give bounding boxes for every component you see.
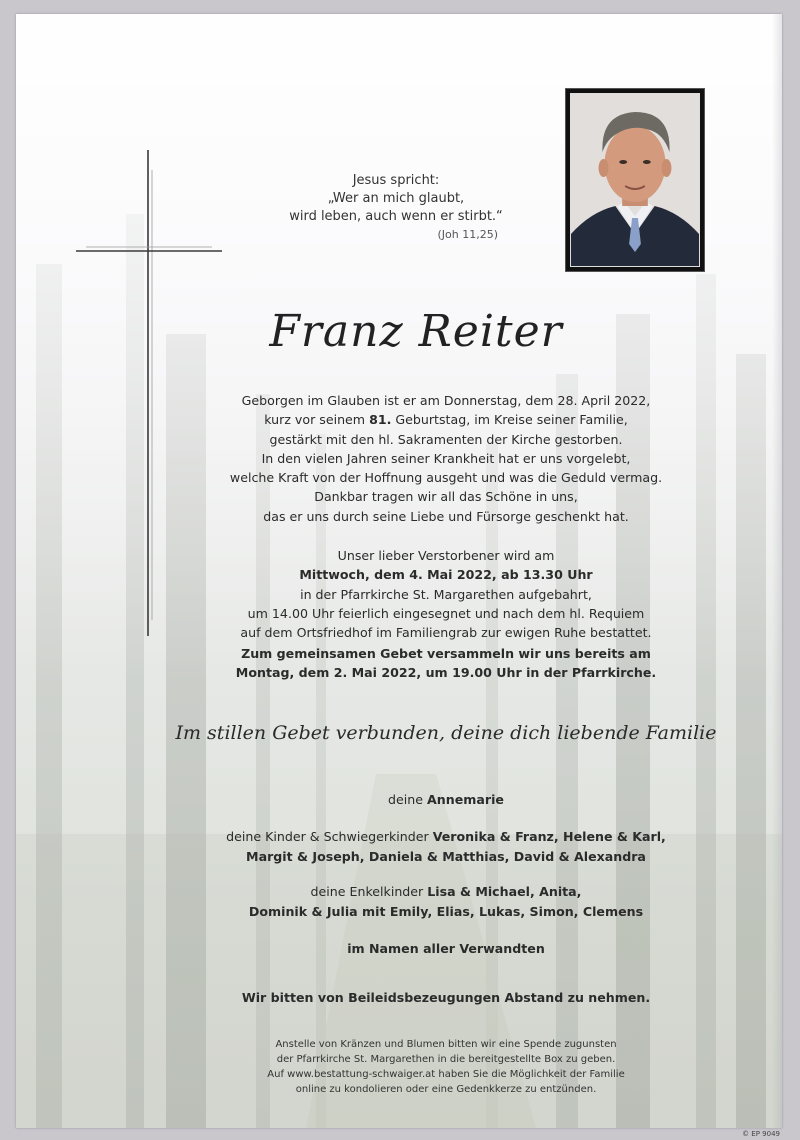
children-names-1: Veronika & Franz, Helene & Karl, — [432, 829, 666, 844]
text2-line-4: um 14.00 Uhr feierlich eingesegnet und nach dem hl. Requiem — [247, 605, 645, 621]
grandchildren-names-1: Lisa & Michael, Anita, — [427, 884, 582, 899]
copyright-note: © EP 9049 — [742, 1130, 780, 1138]
family-signature: Im stillen Gebet verbunden, deine dich liebende Familie — [175, 722, 717, 744]
children-block — [146, 827, 746, 866]
death-notice-text — [186, 391, 706, 526]
prayer-notice — [186, 644, 706, 683]
text1-line-1: Geborgen im Glauben ist er am Donnerstag, dem 28. April 2022, — [241, 393, 651, 408]
funeral-details — [186, 546, 706, 642]
condolence-request: Wir bitten von Beileidsbezeugungen Abstand zu nehmen. — [241, 990, 651, 1005]
portrait-frame — [565, 88, 705, 272]
age-value: 81. — [369, 412, 392, 428]
text1-line-2-c: Geburtstag, im Kreise seiner Familie, — [391, 412, 628, 428]
text1-line-4: In den vielen Jahren seiner Krankheit hat er uns vorgelebt, — [261, 450, 631, 466]
text2-line-5: auf dem Ortsfriedhof im Familiengrab zur ewigen Ruhe bestattet. — [240, 625, 652, 641]
text1-line-7: das er uns durch seine Liebe und Fürsorge geschenkt hat. — [263, 508, 629, 524]
text2-line-3: in der Pfarrkirche St. Margarethen aufgebahrt, — [300, 586, 592, 602]
portrait-image — [571, 94, 699, 266]
grandchildren-names-2: Dominik & Julia mit Emily, Elias, Lukas, Simon, Clemens — [248, 903, 644, 919]
bible-quote — [246, 172, 546, 244]
spouse-prefix: deine — [388, 792, 428, 807]
portrait-photo — [570, 93, 700, 267]
children-line-1 — [146, 827, 746, 847]
spouse-name: Annemarie — [427, 792, 504, 807]
text1-line-3: gestärkt mit den hl. Sakramenten der Kirche gestorben. — [269, 431, 623, 447]
text1-line-2 — [186, 410, 706, 429]
footer-line-1: Anstelle von Kränzen und Blumen bitten wir eine Spende zugunsten — [275, 1039, 617, 1050]
grandchildren-prefix: deine Enkelkinder — [310, 884, 428, 899]
footer-line-4: online zu kondolieren oder eine Gedenkkerze zu entzünden. — [295, 1084, 597, 1095]
deceased-name: Franz Reiter — [269, 306, 563, 357]
obituary-card — [16, 14, 782, 1128]
grandchildren-line-1 — [146, 882, 746, 902]
footer-line-3: Auf www.bestattung-schwaiger.at haben Sie die Möglichkeit der Familie — [267, 1069, 625, 1080]
quote-line-1: Jesus spricht: — [352, 173, 440, 188]
text3-line-2: Montag, dem 2. Mai 2022, um 19.00 Uhr in der Pfarrkirche. — [235, 665, 657, 681]
text1-line-5: welche Kraft von der Hoffnung ausgeht und was die Geduld vermag. — [229, 470, 663, 486]
relatives-line: im Namen aller Verwandten — [347, 941, 545, 956]
text2-line-2: Mittwoch, dem 4. Mai 2022, ab 13.30 Uhr — [299, 567, 593, 583]
grandchildren-block — [146, 882, 746, 921]
quote-line-3: wird leben, auch wenn er stirbt.“ — [289, 209, 503, 224]
text1-line-6: Dankbar tragen wir all das Schöne in uns, — [314, 489, 578, 505]
footer-note — [186, 1037, 706, 1097]
edge-shade — [772, 14, 782, 1128]
footer-line-2: der Pfarrkirche St. Margarethen in die bereitgestellte Box zu geben. — [276, 1054, 616, 1065]
quote-line-2: „Wer an mich glaubt, — [327, 191, 465, 206]
text1-line-2-a: kurz vor seinem — [264, 412, 370, 428]
text3-line-1: Zum gemeinsamen Gebet versammeln wir uns bereits am — [241, 646, 651, 661]
spouse-line — [146, 790, 746, 810]
children-prefix: deine Kinder & Schwiegerkinder — [226, 829, 433, 844]
children-names-2: Margit & Joseph, Daniela & Matthias, David & Alexandra — [246, 848, 646, 864]
text2-line-1: Unser lieber Verstorbener wird am — [337, 548, 555, 563]
quote-reference: (Joh 11,25) — [437, 228, 498, 241]
